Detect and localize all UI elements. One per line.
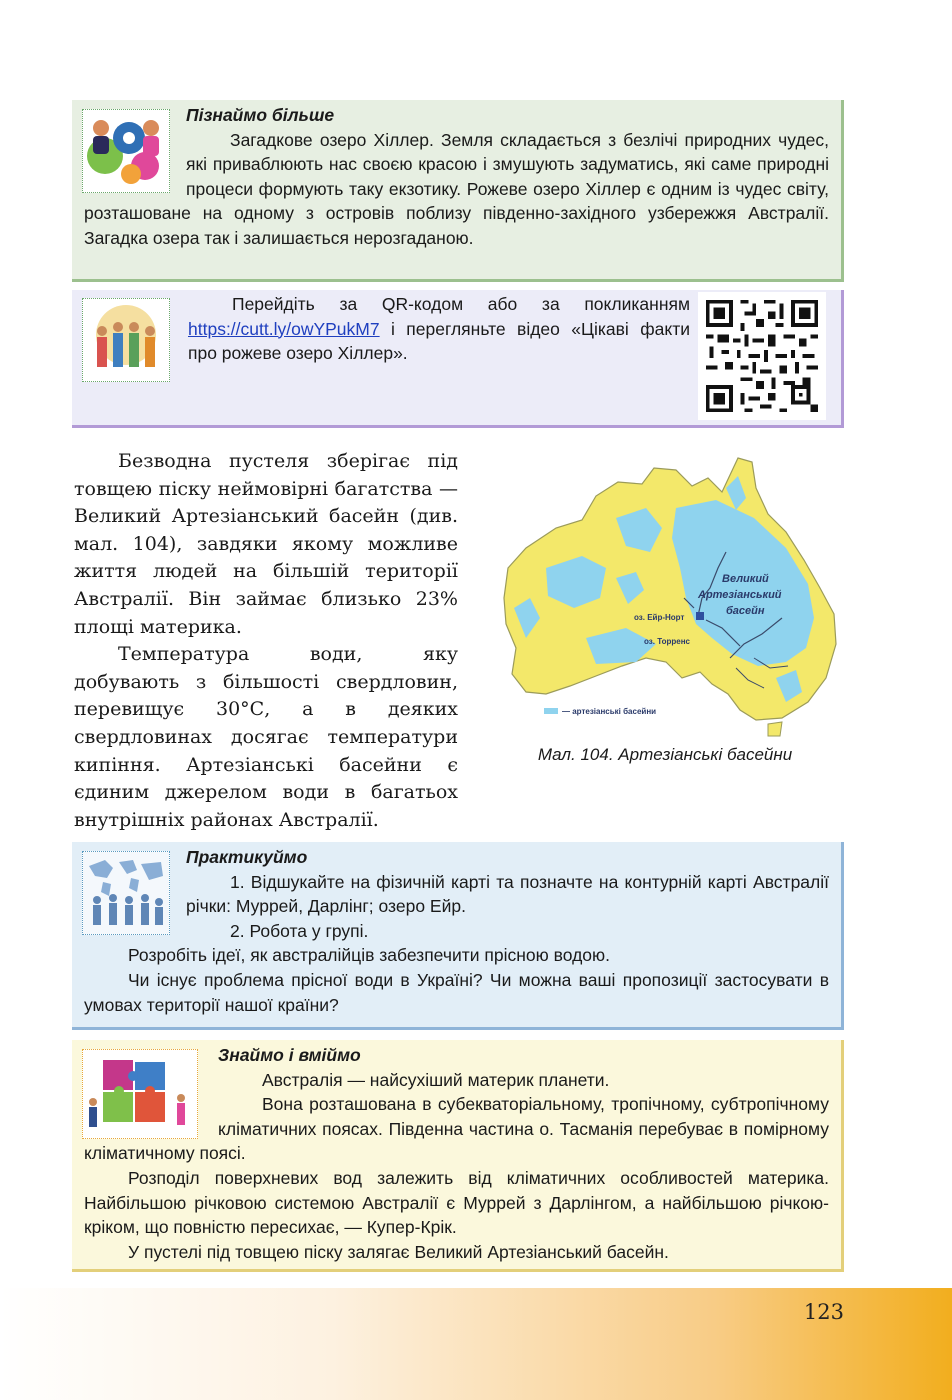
world-map-people-icon <box>82 851 170 935</box>
figure-104 <box>486 448 844 780</box>
learn-more-text: Загадкове озеро Хіллер. Земля складається з безлічі природних чудес, які приваблюють нас своєю красою і змушують задуматись, які саме природні процеси формують таку екзотику. Рожеве озеро Хіллер є одним із чудес світу, розташоване на одному з островів поблизу південно-західного узбережжя Австралії. Загадка озера так і залишається нерозгаданою. <box>84 129 829 248</box>
main-paragraph-2: Температура води, яку добувають з більшості свердловин, перевищує 30°С, а в деяких свердловинах досягає температури кипіння. Артезіанські басейни є єдиним джерелом води в багатьох внутрішніх районах Австралії. <box>74 643 458 831</box>
artesian-basins-map <box>486 448 844 738</box>
video-icon <box>82 298 170 382</box>
practice-line-4: Чи існує проблема прісної води в Україні? Чи можна ваші пропозиції застосувати в умовах території нашої країни? <box>84 969 829 1015</box>
video-link[interactable]: https://cutt.ly/owYPukM7 <box>188 318 380 339</box>
main-paragraph-1: Безводна пустеля зберігає під товщею піску неймовірні багатства — Великий Артезіанський басейн (див. мал. 104), завдяки якому можливе життя людей на більшій території Австралії. Він займає близько 23% площі материка. <box>74 450 458 638</box>
page-number: 123 <box>803 1300 844 1324</box>
know-heading: Знаймо і вміймо <box>218 1045 361 1065</box>
know-paragraph-4: У пустелі під товщею піску залягає Великий Артезіанський басейн. <box>128 1241 669 1262</box>
know-box <box>72 1040 844 1272</box>
practice-heading: Практикуймо <box>186 847 308 867</box>
map-label-basin-3: басейн <box>726 605 765 617</box>
learn-more-heading: Пізнаймо більше <box>186 105 335 125</box>
map-label-eyre: оз. Ейр-Норт <box>634 613 685 622</box>
know-paragraph-3: Розподіл поверхневих вод залежить від кліматичних особливостей материка. Найбільшою річковою системою Австралії є Муррей з Дарлінгом, а найбільшою річкою-кріком, що повністю пересихає, — Купер-Крік. <box>84 1167 829 1238</box>
learn-more-box <box>72 100 844 282</box>
qr-code[interactable] <box>698 292 826 420</box>
qr-text-before: Перейдіть за QR-кодом або за покликанням <box>232 294 690 314</box>
know-paragraph-1: Австралія — найсухіший материк планети. <box>262 1069 610 1090</box>
main-text <box>74 448 844 834</box>
puzzle-icon <box>82 1049 198 1139</box>
qr-box <box>72 290 844 428</box>
learn-more-icon <box>82 109 170 193</box>
know-paragraph-2: Вона розташована в субекваторіальному, тропічному, субтропічному кліматичних поясах. Південна частина о. Тасманія перебуває в помірному кліматичному поясі. <box>84 1094 829 1164</box>
map-legend: — артезіанські басейни <box>562 707 657 716</box>
practice-line-3: Розробіть ідеї, як австралійців забезпечити прісною водою. <box>128 945 610 966</box>
map-label-basin-2: Артезіанський <box>698 589 782 601</box>
practice-item-1: 1. Відшукайте на фізичній карті та позначте на контурній карті Австралії річки: Муррей, Дарлінг; озеро Ейр. <box>186 871 829 917</box>
practice-item-2: 2. Робота у групі. <box>230 920 369 941</box>
map-label-torrens: оз. Торренс <box>644 637 690 646</box>
figure-caption: Мал. 104. Артезіанські басейни <box>537 745 793 764</box>
map-label-basin-1: Великий <box>722 573 769 585</box>
practice-box <box>72 842 844 1030</box>
qr-text-after: і перегляньте відео «Цікаві факти про рожеве озеро Хіллер». <box>188 318 690 364</box>
qr-text <box>188 292 690 366</box>
